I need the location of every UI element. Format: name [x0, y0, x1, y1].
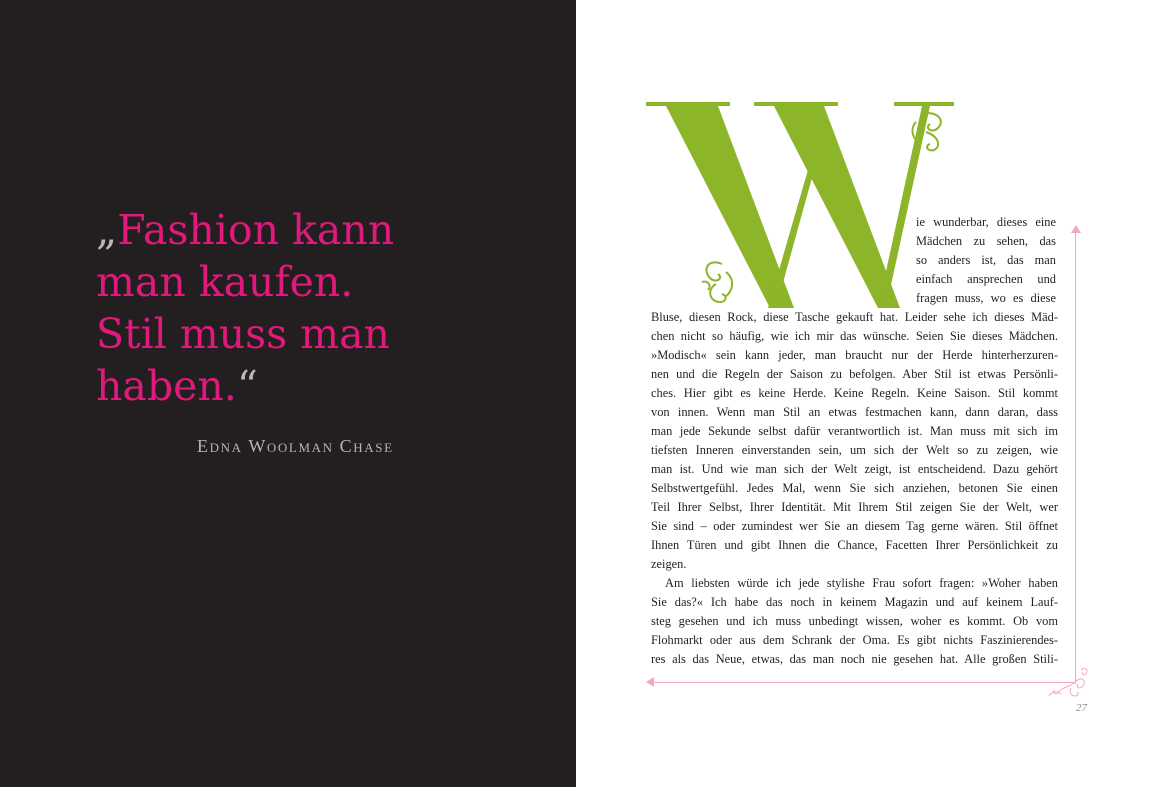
body-line: »Modisch« sein kann jeder, man braucht nur der Herde hinterherzuren-: [651, 348, 1058, 362]
body-line: man ist. Und wie man sich der Welt zeigt, ist entscheidend. Dazu gehört: [651, 462, 1058, 476]
body-line: zeigen.: [651, 557, 687, 571]
quote-line-4: haben.“: [96, 362, 258, 410]
body-line: Sie sind – oder zumindest wer Sie an diesem Tag gerne wären. Stil öffnet: [651, 519, 1058, 533]
body-line: Flohmarkt oder aus dem Schrank der Oma. Es gibt nichts Faszinierendes-: [651, 633, 1058, 647]
body-text: [651, 308, 1058, 669]
body-line: chen nicht so häufig, wie ich mir das wünsche. Seien Sie dieses Mädchen.: [651, 329, 1058, 343]
right-page: [576, 0, 1150, 787]
body-line: nen und die Regeln der Saison zu befolgen. Aber Stil ist etwas Persönli-: [651, 367, 1058, 381]
lead-line: Mädchen zu sehen, das: [916, 234, 1056, 248]
frame-line-right: [1075, 232, 1076, 684]
body-line: Am liebsten würde ich jede stylishe Frau sofort fragen: »Woher haben: [665, 576, 1058, 590]
closing-quote-mark: “: [236, 362, 258, 410]
body-line: Bluse, diesen Rock, diese Tasche gekauft hat. Leider sehe ich dieses Mäd-: [651, 310, 1058, 324]
pull-quote: [96, 204, 516, 412]
body-line: Teil Ihrer Selbst, Ihrer Identität. Mit Ihrem Stil zeigen Sie der Welt, wer: [651, 500, 1058, 514]
body-line: man jede Sekunde selbst dafür verantwortlich ist. Man muss mit sich im: [651, 424, 1058, 438]
lead-paragraph: [916, 213, 1056, 308]
lead-line: einfach ansprechen und: [916, 272, 1056, 286]
body-line: res als das Neue, etwas, das man noch nie gesehen hat. Alle großen Stili-: [651, 652, 1058, 666]
body-line: tiefsten Inneren einverstanden sein, um sich der Welt so zu zeigen, wie: [651, 443, 1058, 457]
frame-arrow-left-icon: [646, 677, 654, 687]
opening-quote-mark: „: [96, 206, 118, 254]
body-line: ches. Hier gibt es keine Herde. Keine Regeln. Keine Saison. Stil kommt: [651, 386, 1058, 400]
body-line: Ihnen Türen und gibt Ihnen die Chance, Facetten Ihrer Persönlichkeit zu: [651, 538, 1058, 552]
quote-author: Edna Woolman Chase: [197, 436, 394, 456]
body-line: von innen. Wenn man Stil an etwas festmachen kann, dann daran, dass: [651, 405, 1058, 419]
frame-line-bottom: [652, 682, 1076, 683]
frame-arrow-up-icon: [1071, 225, 1081, 233]
body-line: Sie das?« Ich habe das noch in keinem Magazin und auf keinem Lauf-: [651, 595, 1058, 609]
quote-line-1: „Fashion kann: [96, 206, 395, 254]
lead-line: so anders ist, das man: [916, 253, 1056, 267]
lead-line: fragen muss, wo es diese: [916, 291, 1056, 305]
quote-line-2: man kaufen.: [96, 258, 354, 306]
dropcap-w: [646, 96, 962, 310]
body-line: steg gesehen und ich muss unbedingt wissen, woher es kommt. Ob vom: [651, 614, 1058, 628]
lead-line: ie wunderbar, dieses eine: [916, 215, 1056, 229]
page-number: 27: [1076, 702, 1087, 714]
quote-line-3: Stil muss man: [96, 310, 390, 358]
body-line: Selbstwertgefühl. Jedes Mal, wenn Sie sich anziehen, betonen Sie einen: [651, 481, 1058, 495]
